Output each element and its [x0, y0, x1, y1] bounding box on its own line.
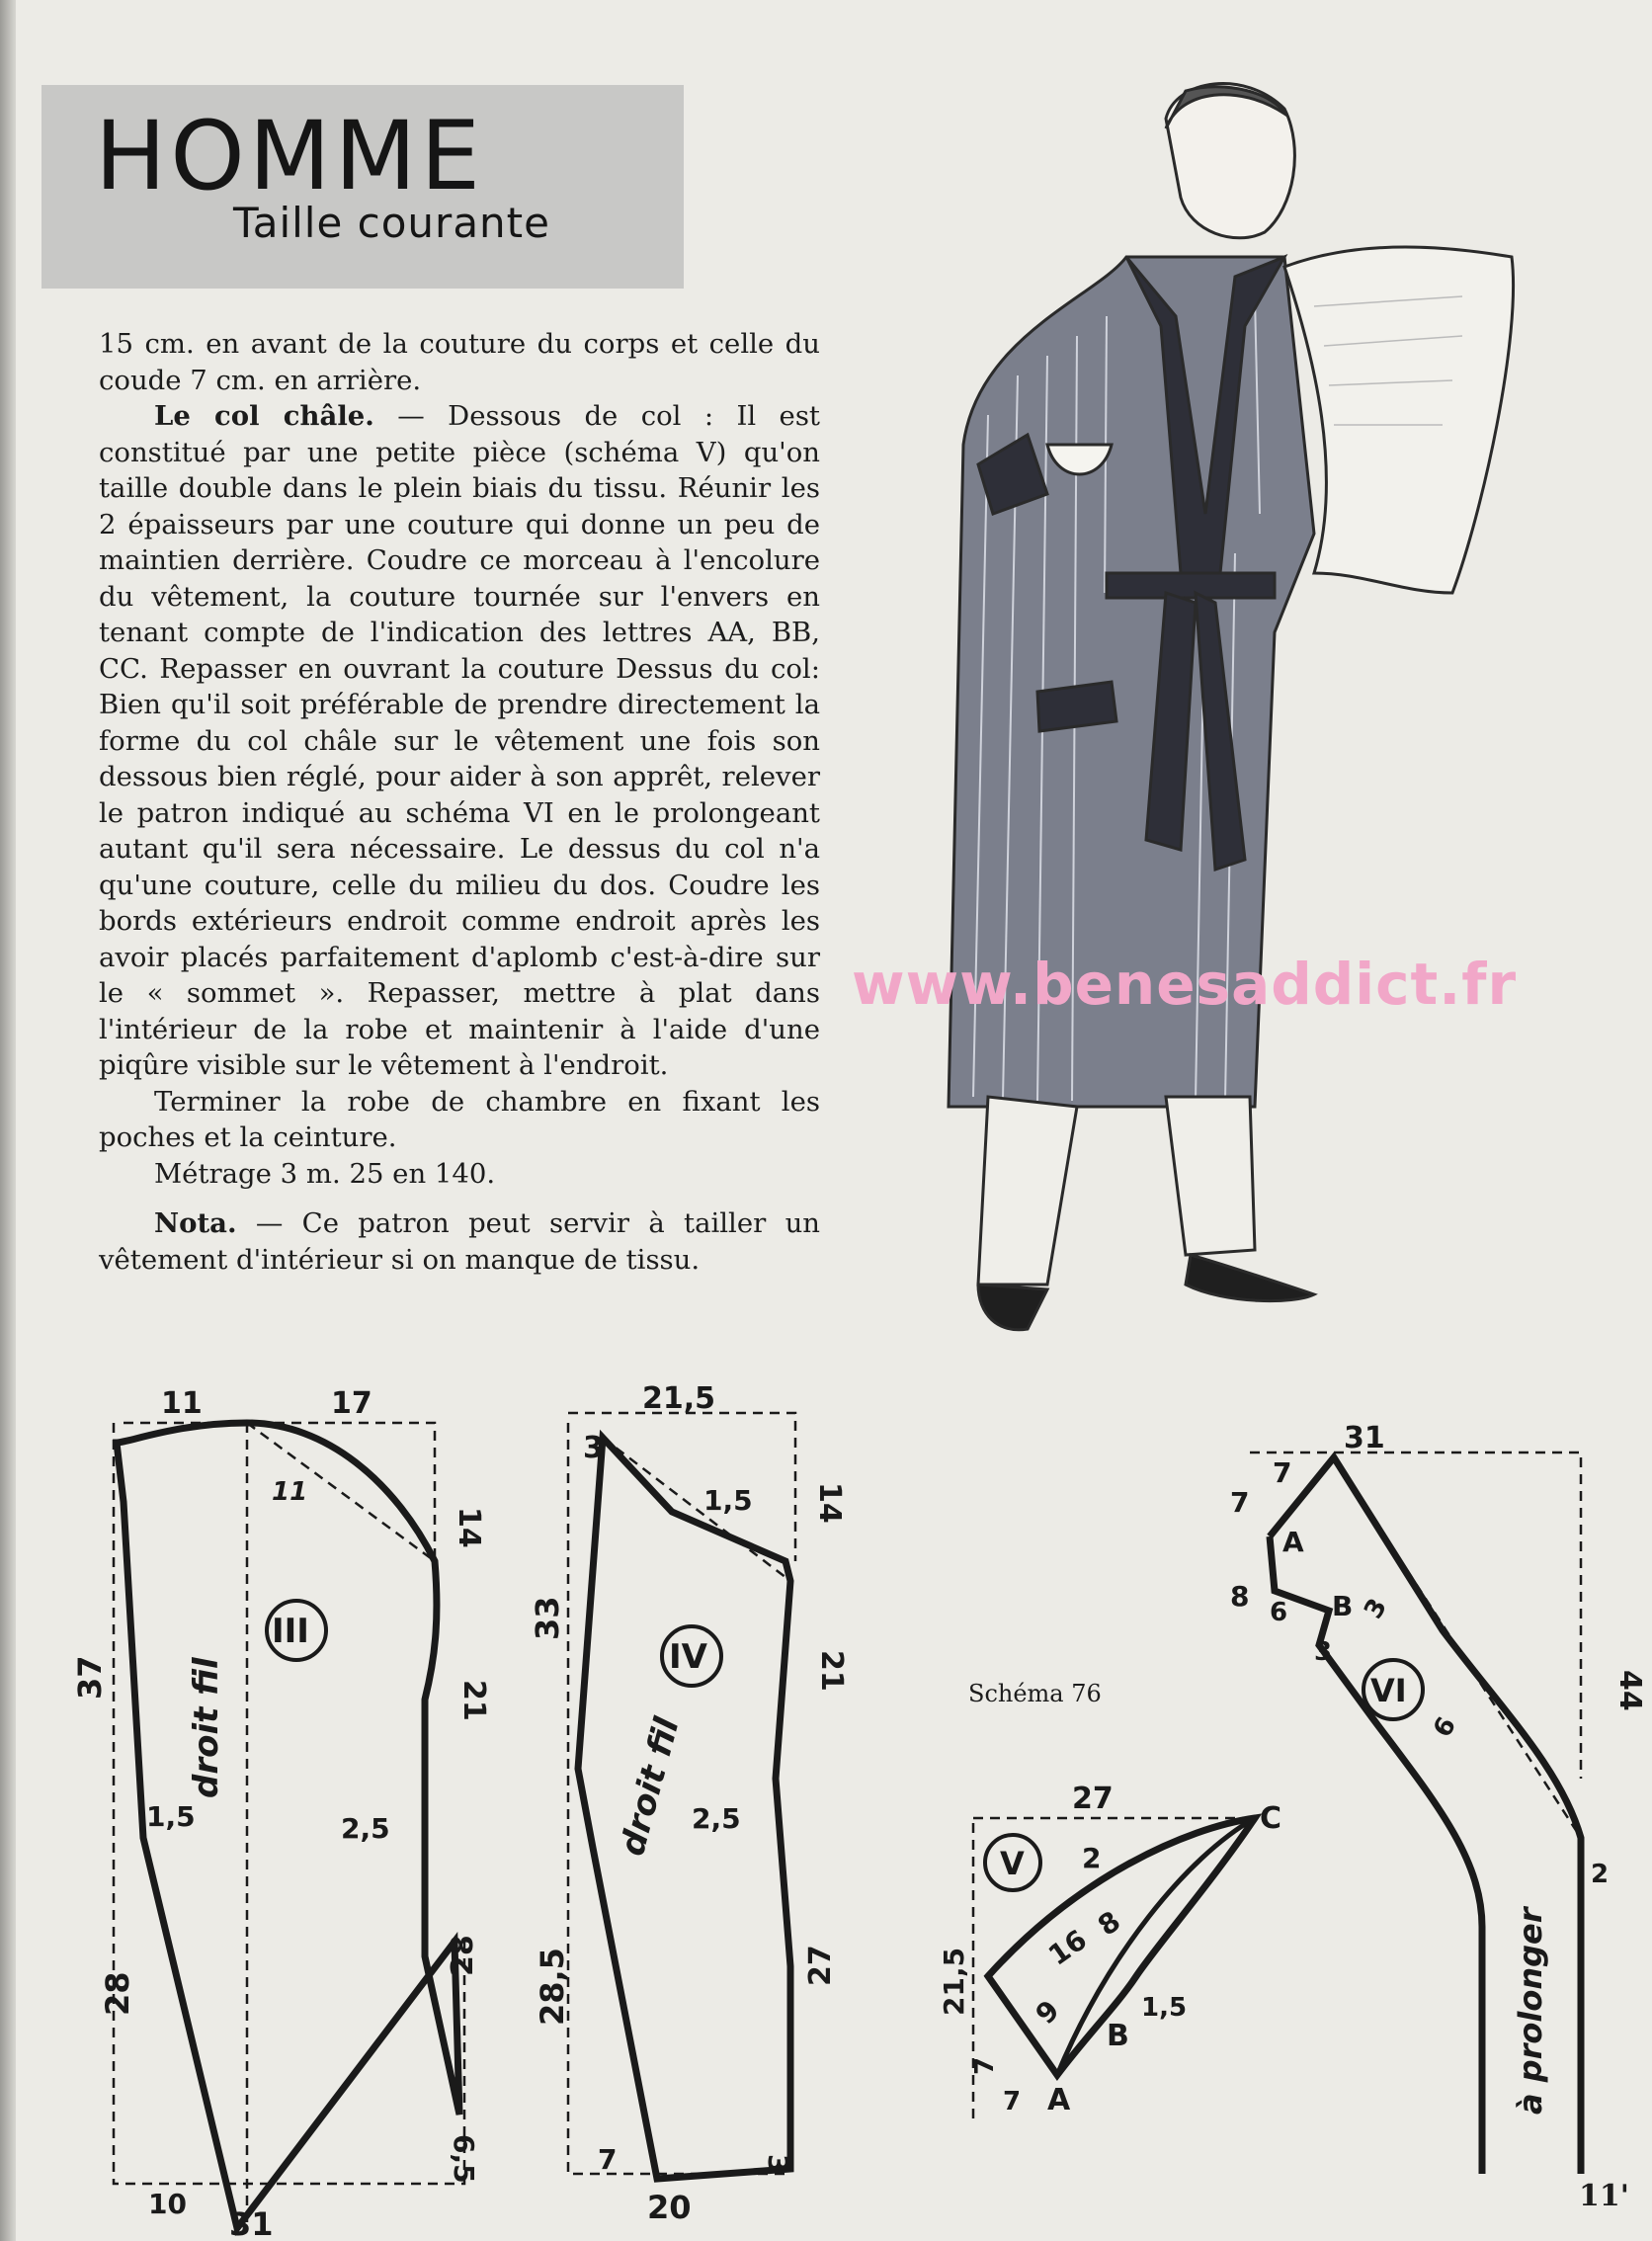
pattern-III-roman: III — [272, 1612, 309, 1651]
pattern-V-label-a: A — [1047, 2083, 1071, 2117]
watermark-text: www.benesaddict.fr — [852, 951, 1518, 1018]
paragraph-continuation: 15 cm. en avant de la couture du corps et celle du coude 7 cm. en arrière. — [99, 328, 820, 396]
pattern-IV-label-curve: 1,5 — [703, 1484, 753, 1517]
pattern-V-label-two: 2 — [1082, 1842, 1102, 1874]
pattern-IV-label-bottom-right: 3 — [762, 2154, 794, 2174]
pattern-IV-label-corner: 3 — [583, 1431, 604, 1465]
pattern-VI-label-three: 3 — [1314, 1637, 1333, 1667]
pattern-IV-label-right-top: 14 — [812, 1482, 847, 1524]
paragraph-col-chale-text: — Dessous de col : Il est constitué par une petite pièce (schéma V) qu'on taille double dans le plein biais du tissu. Réunir les 2 épaisseurs par une couture qui donne un peu de maintien derrière. Coudre ce morceau à l'encolure du vêtement, la couture tournée sur l'envers en tenant compte de l'indication des lettres AA, BB, CC. Repasser en ouvrant la couture Dessus du col: Bien qu'il soit préférable de prendre directement la forme du col châle sur le vêtement une fois son dessous bien réglé, pour aider à son apprêt, relever le patron indiqué au schéma VI en le prolongeant autant qu'il sera nécessaire. Le dessus du col n'a qu'une couture, celle du milieu du dos. Coudre les bords extérieurs endroit comme endroit après les avoir placés parfaitement d'aplomb c'est-à-dire sur le « sommet ». Repasser, mettre à plat dans l'intérieur de la robe et maintenir à l'aide d'une piqûre visible sur le vêtement à l'endroit. — [99, 400, 820, 1081]
pattern-V-label-left: 21,5 — [938, 1947, 970, 2016]
pattern-VI-roman: VI — [1370, 1672, 1407, 1709]
pattern-VI-instruction: à prolonger — [1512, 1907, 1549, 2115]
pattern-III-label-bottom: 31 — [229, 2205, 274, 2241]
pattern-V-label-nine: 9 — [1029, 1993, 1066, 2031]
pattern-V-label-c: C — [1260, 1801, 1282, 1836]
paragraph-nota-text: — Ce patron peut servir à tailler un vêtement d'intérieur si on manque de tissu. — [99, 1207, 820, 1276]
pattern-VI-label-seven-top: 7 — [1273, 1456, 1292, 1489]
pattern-III-label-left-top: 37 — [71, 1655, 109, 1700]
pattern-VI-label-top: 31 — [1344, 1421, 1385, 1455]
pattern-IV-label-left-top: 33 — [529, 1596, 566, 1640]
pattern-V-roman: V — [1000, 1845, 1025, 1882]
pattern-VI-label-two: 2 — [1591, 1860, 1610, 1889]
pattern-VI-label-b: B — [1332, 1590, 1354, 1622]
pattern-III-label-right-bottom: 28 — [446, 1935, 480, 1976]
pattern-IV-label-right-bottom: 27 — [803, 1945, 838, 1986]
pattern-VI-label-right: 44 — [1612, 1670, 1647, 1711]
pattern-VI-label-seven-left: 7 — [1230, 1486, 1250, 1519]
pattern-III-label-top-left: 11 — [161, 1386, 203, 1421]
pattern-V-label-b: B — [1107, 2019, 1129, 2053]
pattern-V-label-sixteen: 16 — [1042, 1923, 1093, 1972]
pattern-V-label-seven-a: 7 — [970, 2056, 1000, 2075]
pattern-V-label-top: 27 — [1072, 1782, 1114, 1816]
pattern-IV-label-right-mid: 21 — [814, 1650, 849, 1692]
pattern-IV-roman: IV — [669, 1637, 707, 1677]
pattern-IV-label-bottom: 20 — [647, 2189, 692, 2226]
pattern-IV-label-bottom-left: 7 — [598, 2143, 618, 2176]
pattern-III-label-right-mid: 21 — [456, 1680, 491, 1721]
pattern-III-label-bottom-left: 10 — [148, 2188, 187, 2220]
pattern-III-label-top-right: 17 — [331, 1386, 372, 1421]
page-number: 11' — [1579, 2179, 1629, 2213]
pattern-VI-label-a: A — [1282, 1526, 1304, 1558]
paragraph-metrage: Métrage 3 m. 25 en 140. — [154, 1157, 496, 1190]
pattern-V-label-b-value: 1,5 — [1141, 1993, 1188, 2023]
pattern-V-label-seven-b: 7 — [1003, 2087, 1022, 2116]
pattern-IV-grain-label: droit fil — [613, 1713, 688, 1861]
pattern-VI-label-eight: 8 — [1230, 1580, 1250, 1613]
pattern-III-label-diag: 11 — [272, 1477, 308, 1507]
pattern-V-label-eight: 8 — [1092, 1904, 1126, 1943]
pattern-III-label-left-bottom: 28 — [99, 1971, 136, 2016]
pattern-III-grain-label: droit fil — [187, 1657, 226, 1798]
pattern-III-label-curve-out: 1,5 — [146, 1800, 196, 1833]
pattern-III-label-right-top: 14 — [452, 1507, 486, 1548]
pattern-III-label-curve-in: 2,5 — [341, 1812, 390, 1845]
pattern-IV-label-curve-in: 2,5 — [692, 1802, 741, 1835]
pattern-VI-label-six: 6 — [1270, 1598, 1288, 1627]
page-subtitle: Taille courante — [233, 199, 550, 247]
section-heading-col-chale: Le col châle. — [154, 400, 374, 432]
section-heading-nota: Nota. — [154, 1207, 237, 1239]
schema-label: Schéma 76 — [968, 1680, 1102, 1707]
paragraph-finish: Terminer la robe de chambre en fixant les poches et la ceinture. — [99, 1085, 820, 1153]
page-title: HOMME — [95, 101, 485, 211]
pattern-IV-label-top: 21,5 — [642, 1381, 716, 1416]
pattern-IV-outline — [568, 1413, 795, 2179]
pattern-VI-label-three-b: 3 — [1359, 1593, 1394, 1624]
pattern-VI-label-six-b: 6 — [1428, 1711, 1463, 1743]
pattern-IV-label-left-bottom: 28,5 — [534, 1948, 571, 2026]
pattern-III-label-bottom-right: 6,5 — [448, 2134, 480, 2184]
